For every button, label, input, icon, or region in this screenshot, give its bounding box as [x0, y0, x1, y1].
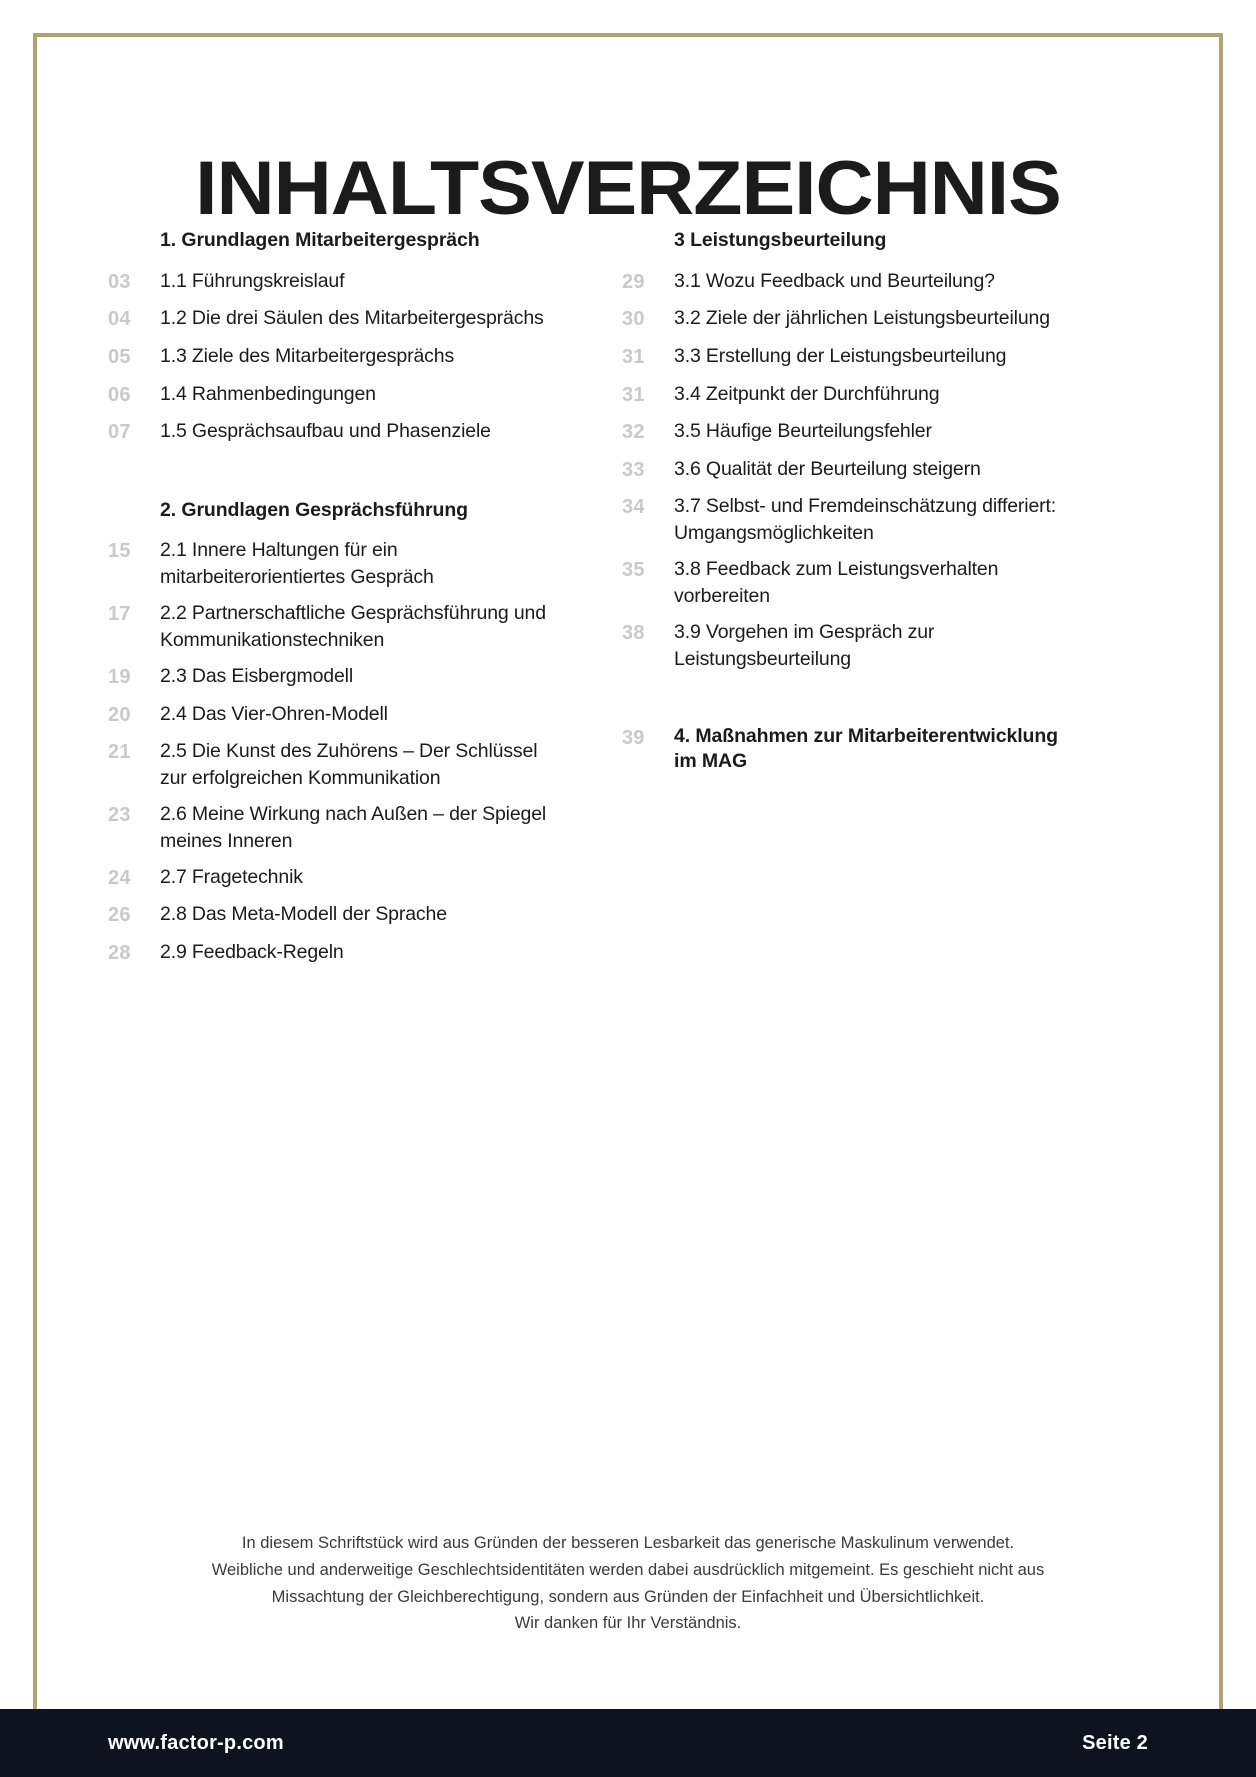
toc-entry-page-number: 24: [108, 866, 131, 889]
toc-entry-page-number: 04: [108, 308, 131, 331]
toc-group-spacer: [108, 456, 560, 498]
toc-entry-page-number: 31: [622, 345, 645, 368]
toc-entry-page-number: 33: [622, 458, 645, 481]
toc-entry-page-number: 17: [108, 603, 131, 626]
toc-group: [622, 724, 1074, 775]
toc-entry-2-3-das-eisbergmodell[interactable]: [108, 663, 560, 692]
toc-section-page-number: [108, 498, 160, 499]
toc-entry-page-number: 32: [622, 421, 645, 444]
footer-page-number: Seite 2: [1082, 1731, 1148, 1754]
toc-entry-label: 3.1 Wozu Feedback und Beurteilung?: [674, 269, 995, 292]
toc-entry-label: 2.5 Die Kunst des Zuhörens – Der Schlüssel zur erfolgreichen Kommunikation: [160, 740, 538, 790]
toc-entry-label: 1.1 Führungskreislauf: [160, 269, 345, 292]
toc-section-heading-label: 2. Grundlagen Gesprächsführung: [160, 498, 468, 521]
toc-entry-page-number: 21: [108, 741, 131, 764]
toc-entry-3-6-qualit-t-der-beurteilung-steigern[interactable]: [622, 456, 1074, 485]
toc-entry-page-number: 03: [108, 270, 131, 293]
disclaimer-line-4: Wir danken für Ihr Verständnis.: [514, 1614, 742, 1633]
toc-section-heading-1-grundlagen-mitarbeitergespr-ch[interactable]: [108, 228, 560, 254]
toc-section-heading-label: 3 Leistungsbeurteilung: [674, 229, 887, 251]
toc-group-spacer: [622, 682, 1074, 724]
toc-entry-label: 2.9 Feedback-Regeln: [160, 941, 344, 964]
disclaimer-line-3: Missachtung der Gleichberechtigung, sondern aus Gründen der Einfachheit und Übersichtlichkeit.: [271, 1587, 985, 1606]
toc-entry-label: 2.8 Das Meta-Modell der Sprache: [160, 903, 447, 926]
toc-entry-3-9-vorgehen-im-gespr-ch-zur-leistungsbe[interactable]: [622, 619, 1074, 673]
toc-entry-page-number: 06: [108, 383, 131, 406]
toc-entry-2-2-partnerschaftliche-gespr-chsf-hrung-[interactable]: [108, 600, 560, 654]
toc-entry-3-8-feedback-zum-leistungsverhalten-vorb[interactable]: [622, 556, 1074, 610]
toc-entry-2-5-die-kunst-des-zuh-rens-der-schl-ssel[interactable]: [108, 738, 560, 792]
toc-entry-label: 3.5 Häufige Beurteilungsfehler: [674, 420, 932, 443]
toc-section-page-number: [108, 228, 160, 229]
toc-entry-label: 3.7 Selbst- und Fremdeinschätzung differiert: Umgangsmöglichkeiten: [674, 495, 1057, 545]
toc-entry-label: 3.6 Qualität der Beurteilung steigern: [674, 457, 981, 480]
toc-section-heading-4-ma-nahmen-zur-mitarbeiterentwicklung-i[interactable]: [622, 724, 1074, 775]
toc-entry-2-6-meine-wirkung-nach-au-en-der-spiegel[interactable]: [108, 801, 560, 855]
footer-website-link[interactable]: www.factor-p.com: [108, 1731, 284, 1754]
toc-entry-2-7-fragetechnik[interactable]: [108, 864, 560, 893]
toc-entry-page-number: 26: [108, 904, 131, 927]
toc-right-column: [622, 228, 1074, 977]
toc-entry-1-4-rahmenbedingungen[interactable]: [108, 381, 560, 410]
toc-entry-page-number: 05: [108, 345, 131, 368]
toc-entry-1-5-gespr-chsaufbau-und-phasenziele[interactable]: [108, 418, 560, 447]
toc-section-heading-label: 4. Maßnahmen zur Mitarbeiterentwicklung im MAG: [674, 724, 1058, 773]
toc-columns: [108, 228, 1148, 977]
toc-entry-label: 3.8 Feedback zum Leistungsverhalten vorbereiten: [674, 558, 999, 608]
toc-entry-2-4-das-vier-ohren-modell[interactable]: [108, 701, 560, 730]
toc-entry-3-3-erstellung-der-leistungsbeurteilung[interactable]: [622, 343, 1074, 372]
toc-entry-label: 2.7 Fragetechnik: [160, 865, 303, 888]
toc-entry-3-4-zeitpunkt-der-durchf-hrung[interactable]: [622, 381, 1074, 410]
toc-entry-label: 3.3 Erstellung der Leistungsbeurteilung: [674, 344, 1007, 367]
toc-entry-page-number: 23: [108, 804, 131, 827]
toc-group: [108, 228, 560, 447]
toc-entry-1-3-ziele-des-mitarbeitergespr-chs[interactable]: [108, 343, 560, 372]
toc-section-page-number: 39: [622, 726, 645, 749]
toc-entry-label: 3.4 Zeitpunkt der Durchführung: [674, 382, 940, 405]
page-title: INHALTSVERZEICHNIS: [195, 145, 1061, 231]
toc-entry-2-8-das-meta-modell-der-sprache[interactable]: [108, 901, 560, 930]
toc-entry-2-9-feedback-regeln[interactable]: [108, 939, 560, 968]
toc-entry-3-2-ziele-der-j-hrlichen-leistungsbeurte[interactable]: [622, 305, 1074, 334]
disclaimer-line-1: In diesem Schriftstück wird aus Gründen der besseren Lesbarkeit das generische Maskulinum verwendet.: [241, 1534, 1015, 1553]
toc-entry-label: 3.9 Vorgehen im Gespräch zur Leistungsbeurteilung: [674, 620, 935, 670]
page-footer: [0, 1709, 1256, 1777]
toc-entry-label: 2.4 Das Vier-Ohren-Modell: [160, 702, 388, 725]
toc-entry-label: 1.5 Gesprächsaufbau und Phasenziele: [160, 420, 491, 443]
toc-entry-page-number: 19: [108, 666, 131, 689]
disclaimer-line-2: Weibliche und anderweitige Geschlechtsidentitäten werden dabei ausdrücklich mitgemeint. Es geschieht nicht aus: [211, 1560, 1045, 1579]
toc-entry-page-number: 07: [108, 421, 131, 444]
toc-entry-label: 1.4 Rahmenbedingungen: [160, 382, 376, 405]
toc-entry-page-number: 35: [622, 559, 645, 582]
toc-entry-label: 2.1 Innere Haltungen für ein mitarbeiterorientiertes Gespräch: [160, 539, 434, 589]
toc-entry-3-7-selbst-und-fremdeinsch-tzung-differi[interactable]: [622, 493, 1074, 547]
toc-entry-page-number: 31: [622, 383, 645, 406]
toc-section-heading-2-grundlagen-gespr-chsf-hrung[interactable]: [108, 498, 560, 524]
toc-entry-page-number: 29: [622, 270, 645, 293]
toc-section-heading-3-leistungsbeurteilung[interactable]: [622, 228, 1074, 254]
toc-entry-1-2-die-drei-s-ulen-des-mitarbeitergespr[interactable]: [108, 305, 560, 334]
toc-entry-page-number: 28: [108, 942, 131, 965]
toc-entry-page-number: 15: [108, 540, 131, 563]
toc-entry-page-number: 34: [622, 496, 645, 519]
toc-section-page-number: [622, 228, 674, 229]
toc-group: [622, 228, 1074, 673]
toc-entry-label: 1.3 Ziele des Mitarbeitergesprächs: [160, 344, 455, 367]
toc-entry-3-5-h-ufige-beurteilungsfehler[interactable]: [622, 418, 1074, 447]
toc-entry-3-1-wozu-feedback-und-beurteilung[interactable]: [622, 268, 1074, 297]
toc-section-heading-label: 1. Grundlagen Mitarbeitergespräch: [160, 229, 480, 251]
toc-entry-label: 2.3 Das Eisbergmodell: [160, 665, 354, 688]
toc-left-column: [108, 228, 560, 977]
toc-entry-page-number: 20: [108, 703, 131, 726]
toc-entry-2-1-innere-haltungen-f-r-ein-mitarbeiter[interactable]: [108, 537, 560, 591]
toc-group: [108, 498, 560, 968]
toc-entry-label: 2.6 Meine Wirkung nach Außen – der Spiegel meines Inneren: [160, 803, 547, 852]
disclaimer-note: [120, 1530, 1136, 1637]
toc-entry-label: 3.2 Ziele der jährlichen Leistungsbeurteilung: [674, 307, 1050, 330]
toc-entry-page-number: 30: [622, 308, 645, 331]
toc-entry-label: 1.2 Die drei Säulen des Mitarbeitergesprächs: [160, 307, 544, 330]
toc-entry-label: 2.2 Partnerschaftliche Gesprächsführung und Kommunikationstechniken: [160, 602, 546, 652]
toc-entry-page-number: 38: [622, 621, 645, 644]
toc-entry-1-1-f-hrungskreislauf[interactable]: [108, 268, 560, 297]
